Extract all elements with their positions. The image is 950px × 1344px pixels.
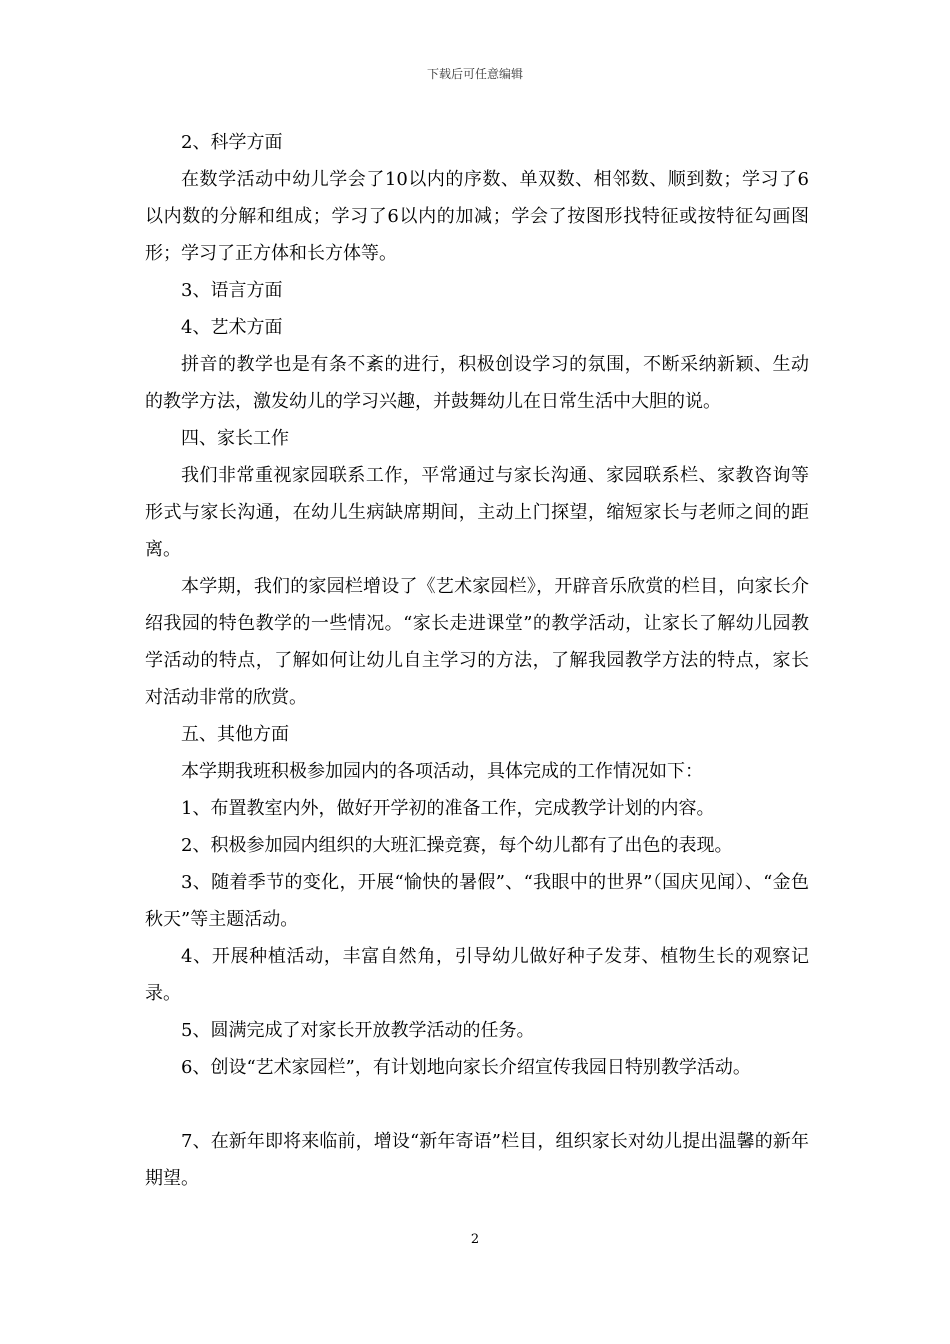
blank-line bbox=[145, 1086, 809, 1123]
page-number: 2 bbox=[470, 1232, 480, 1247]
heading-science: 2、科学方面 bbox=[181, 132, 283, 153]
document-body bbox=[145, 124, 809, 1197]
heading-other: 五、其他方面 bbox=[181, 724, 289, 745]
list-item-2: 2、积极参加园内组织的大班汇操竞赛，每个幼儿都有了出色的表现。 bbox=[181, 835, 733, 856]
paragraph-art-column: 本学期，我们的家园栏增设了《艺术家园栏》，开辟音乐欣赏的栏目，向家长介绍我园的特色教学的一些情况。“家长走进课堂”的教学活动，让家长了解幼儿园教学活动的特点，了解如何让幼儿自主学习的方法，了解我园教学方法的特点，家长对活动非常的欣赏。 bbox=[145, 576, 809, 708]
list-item-1: 1、布置教室内外，做好开学初的准备工作，完成教学计划的内容。 bbox=[181, 798, 715, 819]
list-item-3: 3、随着季节的变化，开展“愉快的暑假”、“我眼中的世界”（国庆见闻）、“金色秋天”等主题活动。 bbox=[145, 872, 809, 930]
paragraph-home-school: 我们非常重视家园联系工作，平常通过与家长沟通、家园联系栏、家教咨询等形式与家长沟通，在幼儿生病缺席期间，主动上门探望，缩短家长与老师之间的距离。 bbox=[145, 465, 809, 560]
heading-art: 4、艺术方面 bbox=[181, 317, 283, 338]
paragraph-math-activities: 在数学活动中幼儿学会了10以内的序数、单双数、相邻数、顺到数；学习了6以内数的分解和组成；学习了6以内的加减；学会了按图形找特征或按特征勾画图形；学习了正方体和长方体等。 bbox=[145, 169, 809, 264]
page-header: 下载后可任意编辑 bbox=[426, 67, 523, 81]
heading-language: 3、语言方面 bbox=[181, 280, 283, 301]
heading-parent-work: 四、家长工作 bbox=[181, 428, 289, 449]
paragraph-activities-intro: 本学期我班积极参加园内的各项活动，具体完成的工作情况如下： bbox=[181, 761, 703, 782]
list-item-4: 4、开展种植活动，丰富自然角，引导幼儿做好种子发芽、植物生长的观察记录。 bbox=[145, 946, 809, 1004]
list-item-5: 5、圆满完成了对家长开放教学活动的任务。 bbox=[181, 1020, 535, 1041]
paragraph-pinyin: 拼音的教学也是有条不紊的进行，积极创设学习的氛围，不断采纳新颖、生动的教学方法，激发幼儿的学习兴趣，并鼓舞幼儿在日常生活中大胆的说。 bbox=[145, 354, 809, 412]
list-item-7: 7、在新年即将来临前，增设“新年寄语”栏目，组织家长对幼儿提出温馨的新年期望。 bbox=[145, 1131, 809, 1189]
list-item-6: 6、创设“艺术家园栏”，有计划地向家长介绍宣传我园日特别教学活动。 bbox=[181, 1057, 751, 1078]
